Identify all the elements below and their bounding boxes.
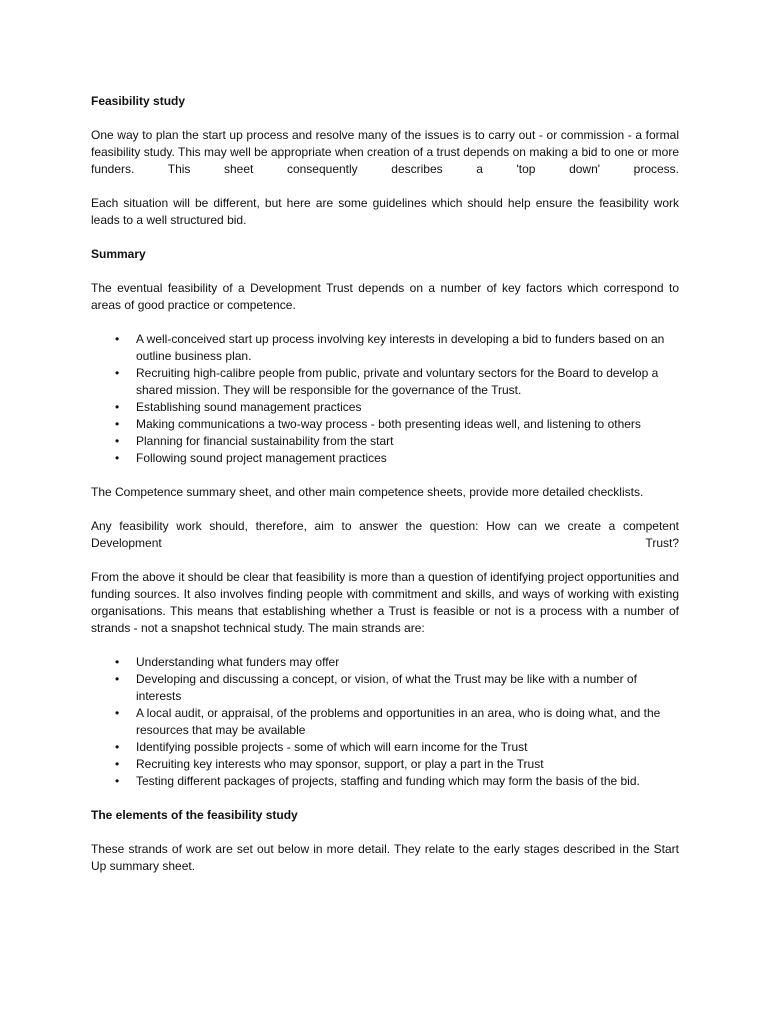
document-title: Feasibility study	[91, 94, 186, 108]
competence-paragraph: The Competence summary sheet, and other main competence sheets, provide more detailed checklists.	[91, 485, 644, 499]
list-item-text: Recruiting high-calibre people from public, private and voluntary sectors for the Board to develop a shared mission. They will be responsible for the governance of the Trust.	[136, 366, 659, 397]
bullet-icon: •	[115, 774, 120, 788]
list-item-text: Testing different packages of projects, staffing and funding which may form the basis of the bid.	[136, 774, 640, 788]
list-item	[91, 756, 679, 773]
elements-heading: The elements of the feasibility study	[91, 808, 298, 822]
list-item	[91, 671, 679, 705]
list-item-text: Following sound project management practices	[136, 451, 387, 465]
bullet-icon: •	[115, 706, 120, 720]
list-item	[91, 365, 679, 399]
bullet-icon: •	[115, 451, 120, 465]
bullet-icon: •	[115, 366, 120, 380]
bullet-icon: •	[115, 757, 120, 771]
bullet-icon: •	[115, 672, 120, 686]
list-item	[91, 331, 679, 365]
bullet-icon: •	[115, 332, 120, 346]
bullet-icon: •	[115, 655, 120, 669]
summary-paragraph: The eventual feasibility of a Development Trust depends on a number of key factors which correspond to areas of good practice or competence.	[91, 281, 679, 312]
list-item-text: Establishing sound management practices	[136, 400, 362, 414]
list-item-text: Recruiting key interests who may sponsor, support, or play a part in the Trust	[136, 757, 544, 771]
strands-paragraph: From the above it should be clear that feasibility is more than a question of identifying project opportunities and funding sources. It also involves finding people with commitment and skills, and ways of working with existing organisations. This means that establishing whether a Trust is feasible or not is a process with a number of strands - not a snapshot technical study. The main strands are:	[91, 570, 679, 635]
summary-heading: Summary	[91, 247, 146, 261]
list-item-text: A well-conceived start up process involving key interests in developing a bid to funders based on an outline business plan.	[136, 332, 665, 363]
list-item-text: Understanding what funders may offer	[136, 655, 340, 669]
list-item	[91, 433, 679, 450]
question-paragraph: Any feasibility work should, therefore, aim to answer the question: How can we create a competent Development Trust?	[91, 519, 679, 550]
list-item	[91, 450, 679, 467]
bullet-icon: •	[115, 434, 120, 448]
elements-paragraph: These strands of work are set out below in more detail. They relate to the early stages described in the Start Up summary sheet.	[91, 842, 679, 873]
list-item	[91, 739, 679, 756]
main-strands-list	[91, 654, 679, 790]
list-item-text: Making communications a two-way process - both presenting ideas well, and listening to others	[136, 417, 641, 431]
list-item-text: Identifying possible projects - some of which will earn income for the Trust	[136, 740, 528, 754]
list-item	[91, 705, 679, 739]
list-item	[91, 773, 679, 790]
intro-paragraph-1: One way to plan the start up process and resolve many of the issues is to carry out - or commission - a formal feasibility study. This may well be appropriate when creation of a trust depends on making a bid to one or more funders. This sheet consequently describes a 'top down' process.	[91, 128, 679, 176]
list-item-text: Planning for financial sustainability from the start	[136, 434, 394, 448]
list-item	[91, 654, 679, 671]
bullet-icon: •	[115, 740, 120, 754]
list-item	[91, 416, 679, 433]
bullet-icon: •	[115, 417, 120, 431]
bullet-icon: •	[115, 400, 120, 414]
intro-paragraph-2: Each situation will be different, but here are some guidelines which should help ensure the feasibility work leads to a well structured bid.	[91, 196, 679, 227]
list-item-text: Developing and discussing a concept, or vision, of what the Trust may be like with a number of interests	[136, 672, 637, 703]
list-item	[91, 399, 679, 416]
key-factors-list	[91, 331, 679, 467]
list-item-text: A local audit, or appraisal, of the problems and opportunities in an area, who is doing what, and the resources that may be available	[136, 706, 661, 737]
